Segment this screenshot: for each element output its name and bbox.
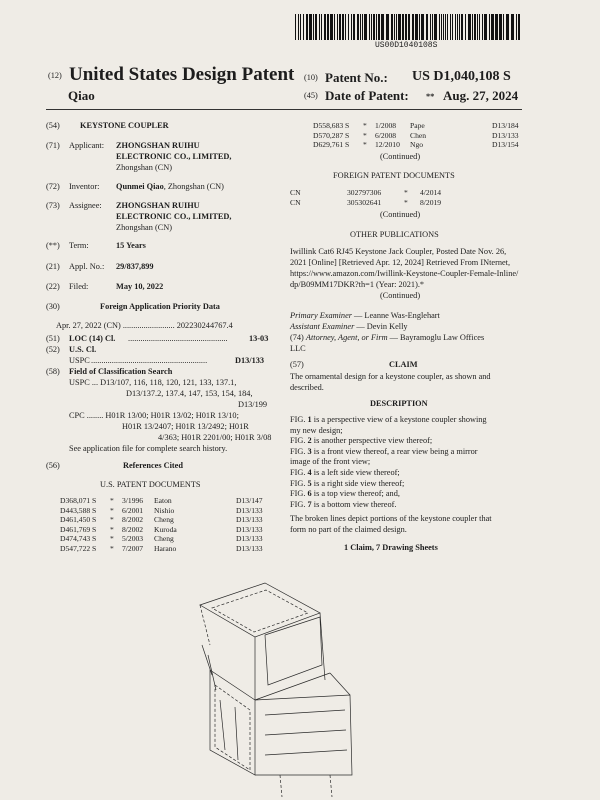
barcode-bar: [482, 14, 483, 40]
refs-code: (56): [46, 461, 60, 470]
barcode-bar: [371, 14, 372, 40]
cpc-line1: CPC ........ H01R 13/00; H01R 13/02; H01R 13/10;: [69, 411, 239, 420]
drawing-bottom-hidden: [280, 775, 332, 797]
reference-cell: *: [110, 496, 114, 505]
barcode-bar: [434, 14, 437, 40]
inventor-entry: [116, 182, 224, 193]
reference-cell: D13/147: [236, 496, 263, 505]
barcode-bar: [495, 14, 498, 40]
reference-cell: 12/2010: [375, 140, 400, 150]
reference-cell: 5/2003: [122, 534, 144, 544]
uscl-code: (52): [46, 345, 60, 354]
reference-cell: D13/133: [236, 515, 263, 525]
figure-description: [290, 436, 487, 447]
loc-code: (51): [46, 334, 60, 343]
reference-cell: D474,743 S: [60, 534, 97, 544]
assignee-line1: ZHONGSHAN RUIHU: [116, 201, 200, 210]
reference-cell: D368,071 S: [60, 496, 97, 505]
fig-number: 5: [307, 478, 312, 488]
reference-cell: D443,588 S: [60, 505, 97, 515]
barcode-bar: [330, 14, 333, 40]
barcode-bar: [405, 14, 407, 40]
reference-cell: Eaton: [154, 496, 172, 505]
barcode-bar: [468, 14, 471, 40]
reference-cell: Chen: [410, 130, 427, 140]
appl-value: 29/837,899: [116, 262, 154, 271]
barcode-bar: [489, 14, 490, 40]
uscl-label: U.S. Cl.: [69, 345, 97, 354]
reference-cell: *: [404, 197, 408, 207]
reference-cell: CN: [290, 188, 301, 197]
barcode-bar: [415, 14, 418, 40]
barcode-bar: [345, 14, 346, 40]
barcode-bar: [327, 14, 329, 40]
reference-cell: D570,287 S: [313, 130, 350, 140]
other-pub-line3: https://www.amazon.com/Iwillink-Keystone-Coupler-Female-Inline/: [290, 269, 519, 278]
reference-cell: 1/2008: [375, 121, 397, 130]
attorney: [290, 333, 484, 344]
continued-3: (Continued): [380, 291, 421, 300]
primary-examiner-name: — Leanne Was-Englehart: [351, 311, 440, 320]
barcode-bar: [378, 14, 380, 40]
barcode-bar: [306, 14, 308, 40]
filed-code: (22): [46, 282, 60, 291]
fig-number: 4: [307, 467, 312, 477]
barcode-bar: [319, 14, 320, 40]
appl-code: (21): [46, 262, 60, 271]
fig-text: is a top view thereof; and,: [311, 489, 400, 499]
reference-cell: *: [404, 188, 408, 197]
barcode-bar: [394, 14, 395, 40]
title-code: (54): [46, 121, 60, 130]
assistant-examiner: [290, 322, 408, 333]
barcode-bar: [408, 14, 410, 40]
reference-cell: 7/2007: [122, 543, 144, 553]
patent-date: Aug. 27, 2024: [443, 88, 519, 103]
barcode-bar: [373, 14, 375, 40]
fig-text: is a left side view thereof;: [311, 467, 400, 477]
drawing-top-face: [200, 583, 320, 637]
claim-line1: The ornamental design for a keystone coupler, as shown and: [290, 372, 491, 381]
barcode-bar: [516, 14, 517, 40]
barcode-bar: [419, 14, 420, 40]
drawing-edge-hidden: [200, 605, 210, 645]
foreign-priority-line: Apr. 27, 2022 (CN) ......................... 202230244767.4: [56, 321, 233, 330]
broken-lines-line1: The broken lines depict portions of the keystone coupler that: [290, 514, 492, 523]
header-rule: [46, 109, 522, 110]
barcode-bar: [441, 14, 442, 40]
assistant-examiner-name: — Devin Kelly: [354, 322, 408, 331]
figure-description: [290, 457, 487, 468]
fig-number: 7: [307, 499, 312, 509]
us-refs-table: [60, 496, 278, 554]
barcode-bar: [386, 14, 389, 40]
barcode-bar: [499, 14, 502, 40]
claim-code: (57): [290, 360, 304, 369]
reference-row: [313, 140, 534, 150]
primary-examiner: [290, 311, 440, 322]
reference-cell: CN: [290, 197, 301, 207]
us-refs-continued-table: [313, 121, 534, 150]
drawing-side-panel: [265, 617, 322, 685]
term-value: 15 Years: [116, 241, 146, 250]
reference-cell: D13/133: [492, 130, 519, 140]
code-45: (45): [304, 91, 318, 100]
reference-cell: D13/133: [236, 534, 263, 544]
reference-row: [60, 525, 278, 535]
barcode-bar: [506, 14, 509, 40]
filed-label: Filed:: [69, 282, 89, 291]
foreign-refs-table: [290, 188, 452, 207]
reference-cell: *: [363, 130, 367, 140]
keystone-coupler-drawing: [180, 575, 400, 800]
reference-cell: D558,683 S: [313, 121, 350, 130]
figure-description: [290, 489, 487, 500]
field-code: (58): [46, 367, 60, 376]
barcode-bar: [503, 14, 504, 40]
fig-text: is a right side view thereof;: [311, 478, 405, 488]
patent-no-label: Patent No.:: [325, 70, 388, 85]
drawing-latch: [202, 645, 216, 690]
barcode-bar: [484, 14, 487, 40]
drawing-edge: [330, 673, 350, 695]
reference-cell: D13/133: [236, 543, 263, 553]
reference-cell: 4/2014: [420, 188, 442, 197]
reference-cell: Cheng: [154, 534, 174, 544]
reference-cell: *: [110, 505, 114, 515]
figure-list: [290, 415, 487, 510]
inventor-location: , Zhongshan (CN): [163, 182, 224, 191]
barcode-bar: [430, 14, 431, 40]
fig-text: is a front view thereof, a rear view being a mirror: [311, 446, 478, 456]
drawing-ribs: [265, 710, 347, 755]
foreign-code: (30): [46, 302, 60, 311]
fig-text: is a bottom view thereof.: [311, 499, 397, 509]
fig-number: 2: [307, 436, 312, 446]
field-line1: USPC ... D13/107, 116, 118, 120, 121, 133, 137.1,: [69, 378, 237, 387]
barcode-bar: [459, 14, 460, 40]
reference-row: [60, 534, 278, 544]
fig-prefix: FIG.: [290, 446, 308, 456]
barcode-bar: [353, 14, 355, 40]
foreign-docs-heading: FOREIGN PATENT DOCUMENTS: [333, 171, 455, 180]
reference-cell: D547,722 S: [60, 543, 97, 553]
patent-number: US D1,040,108 S: [412, 69, 511, 84]
barcode-bar: [450, 14, 451, 40]
loc-value: 13-03: [249, 334, 269, 343]
reference-cell: *: [110, 515, 114, 525]
reference-cell: 305302641: [347, 197, 382, 207]
applicant-line2: ELECTRONIC CO., LIMITED,: [116, 152, 232, 161]
reference-row: [290, 188, 452, 198]
drawing-edge: [255, 673, 330, 700]
barcode-bar: [511, 14, 514, 40]
barcode-bar: [402, 14, 404, 40]
cpc-line3: 4/363; H01R 2201/00; H01R 3/08: [158, 433, 272, 442]
reference-cell: Harano: [154, 543, 177, 553]
barcode-bar: [465, 14, 466, 40]
barcode-bar: [421, 14, 424, 40]
barcode-bar: [337, 14, 338, 40]
primary-examiner-label: Primary Examiner: [290, 311, 352, 320]
claim-line2: described.: [290, 383, 324, 392]
term-label: Term:: [69, 241, 89, 250]
attorney-line2: LLC: [290, 344, 306, 353]
assistant-examiner-label: Assistant Examiner: [290, 322, 355, 331]
continued-1: (Continued): [380, 152, 421, 161]
assignee-line3: Zhongshan (CN): [116, 223, 172, 232]
loc-label: LOC (14) Cl.: [69, 334, 116, 343]
field-line2: D13/137.2, 137.4, 147, 153, 154, 184,: [126, 389, 253, 398]
fig-number: 3: [307, 446, 312, 456]
barcode-bar: [303, 14, 304, 40]
us-docs-heading: U.S. PATENT DOCUMENTS: [100, 480, 201, 489]
attorney-label: Attorney, Agent, or Firm: [305, 333, 388, 342]
barcode-bar: [452, 14, 453, 40]
reference-row: [60, 515, 278, 525]
code-12: (12): [48, 71, 62, 80]
applicant-code: (71): [46, 141, 60, 150]
inventor-code: (72): [46, 182, 60, 191]
continued-2: (Continued): [380, 210, 421, 219]
barcode-bar: [339, 14, 341, 40]
barcode-bar: [324, 14, 326, 40]
reference-cell: 8/2002: [122, 515, 144, 525]
field-heading: Field of Classification Search: [69, 367, 173, 376]
reference-cell: *: [363, 140, 367, 150]
reference-cell: D13/154: [492, 140, 519, 150]
figure-description: [290, 415, 487, 426]
barcode-bar: [461, 14, 463, 40]
broken-lines-line2: form no part of the claimed design.: [290, 525, 407, 534]
reference-cell: D629,761 S: [313, 140, 350, 150]
reference-row: [313, 121, 534, 131]
barcode-bar: [313, 14, 314, 40]
figure-description: [290, 500, 487, 511]
barcode-bar: [376, 14, 377, 40]
drawing-clip: [220, 700, 238, 760]
reference-cell: Cheng: [154, 515, 174, 525]
applicant-line3: Zhongshan (CN): [116, 163, 172, 172]
other-pub-line4: dp/B09MM17DKR?th=1 (Year: 2021).*: [290, 280, 425, 289]
uspc-value: D13/133: [235, 356, 265, 365]
barcode-bar: [315, 14, 317, 40]
reference-cell: *: [363, 121, 367, 130]
fig-text: my new design;: [290, 425, 343, 435]
barcode-bar: [300, 14, 301, 40]
other-pub-line2: 2021 [Online] [Retrieved Apr. 12, 2024] Retrieved From INternet,: [290, 258, 511, 267]
drawing-port-outline: [215, 685, 250, 770]
fig-prefix: FIG.: [290, 415, 308, 424]
reference-row: [60, 506, 278, 516]
reference-row: [313, 131, 534, 141]
reference-cell: *: [110, 534, 114, 544]
figure-description: [290, 426, 487, 437]
other-pubs-heading: OTHER PUBLICATIONS: [350, 230, 439, 239]
barcode: [295, 14, 521, 40]
barcode-bar: [298, 14, 299, 40]
reference-cell: D13/184: [492, 121, 519, 130]
barcode-bar: [491, 14, 494, 40]
reference-cell: D13/133: [236, 505, 263, 515]
attorney-name: — Bayramoglu Law Offices: [387, 333, 485, 342]
loc-dots: ................................................: [128, 334, 228, 343]
figure-description: [290, 479, 487, 490]
fig-prefix: FIG.: [290, 436, 308, 446]
term-code: (**): [46, 241, 60, 250]
fig-prefix: FIG.: [290, 467, 308, 477]
foreign-heading: Foreign Application Priority Data: [100, 302, 220, 311]
invention-title: KEYSTONE COUPLER: [80, 121, 169, 130]
reference-cell: D461,450 S: [60, 515, 97, 525]
barcode-bar: [398, 14, 401, 40]
date-mark: **: [426, 92, 435, 101]
barcode-bar: [295, 14, 296, 40]
barcode-bar: [479, 14, 480, 40]
description-heading: DESCRIPTION: [370, 399, 428, 408]
reference-cell: Nishio: [154, 505, 175, 515]
barcode-bar: [518, 14, 520, 40]
cpc-line2: H01R 13/2407; H01R 13/2492; H01R: [122, 422, 249, 431]
claim-heading: CLAIM: [389, 360, 418, 369]
barcode-bar: [477, 14, 478, 40]
reference-cell: *: [110, 543, 114, 553]
fig-text: is another perspective view thereof;: [311, 436, 433, 446]
inventor-label: Inventor:: [69, 182, 100, 191]
barcode-bar: [439, 14, 440, 40]
fig-prefix: FIG.: [290, 478, 308, 488]
barcode-bar: [321, 14, 322, 40]
barcode-bar: [472, 14, 473, 40]
code-10: (10): [304, 73, 318, 82]
other-pub-line1: Iwillink Cat6 RJ45 Keystone Jack Coupler, Posted Date Nov. 26,: [290, 247, 507, 256]
barcode-bar: [342, 14, 344, 40]
barcode-bar: [364, 14, 367, 40]
barcode-bars: [295, 14, 521, 40]
barcode-bar: [360, 14, 361, 40]
applicant-line1: ZHONGSHAN RUIHU: [116, 141, 200, 150]
refs-heading: References Cited: [123, 461, 183, 470]
barcode-bar: [447, 14, 448, 40]
drawing-front-face: [210, 670, 255, 775]
reference-cell: 3/1996: [122, 496, 144, 505]
inventor-short: Qiao: [68, 88, 95, 103]
assignee-code: (73): [46, 201, 60, 210]
barcode-bar: [432, 14, 433, 40]
drawing-edge: [320, 613, 325, 680]
figure-description: [290, 468, 487, 479]
reference-cell: 6/2008: [375, 130, 397, 140]
barcode-bar: [381, 14, 384, 40]
field-line3: D13/199: [238, 400, 268, 409]
barcode-bar: [426, 14, 428, 40]
barcode-bar: [309, 14, 312, 40]
uspc-dots: ........................................................: [91, 356, 208, 365]
fig-text: is a perspective view of a keystone coupler showing: [311, 415, 487, 424]
inventor-name: Qunmei Qiao: [116, 182, 164, 191]
fig-number: 1: [307, 415, 312, 424]
figure-description: [290, 447, 487, 458]
barcode-bar: [455, 14, 456, 40]
barcode-bar: [362, 14, 363, 40]
barcode-bar: [396, 14, 397, 40]
reference-cell: 8/2019: [420, 197, 442, 207]
attorney-code: (74): [290, 333, 304, 342]
reference-cell: D461,769 S: [60, 524, 97, 534]
assignee-line2: ELECTRONIC CO., LIMITED,: [116, 212, 232, 221]
barcode-bar: [443, 14, 444, 40]
assignee-label: Assignee:: [69, 201, 102, 210]
reference-cell: D13/133: [236, 524, 263, 534]
reference-cell: *: [110, 524, 114, 534]
see-application: See application file for complete search history.: [69, 444, 228, 453]
reference-cell: 6/2001: [122, 505, 144, 515]
barcode-bar: [412, 14, 414, 40]
barcode-text: US00D1040108S: [375, 41, 438, 50]
fig-text: image of the front view;: [290, 457, 371, 467]
reference-row: [60, 496, 278, 506]
reference-cell: Pape: [410, 121, 425, 130]
applicant-label: Applicant:: [69, 141, 105, 150]
filed-value: May 10, 2022: [116, 282, 164, 291]
fig-prefix: FIG.: [290, 499, 308, 509]
barcode-bar: [391, 14, 393, 40]
barcode-bar: [474, 14, 476, 40]
appl-label: Appl. No.:: [69, 262, 105, 271]
barcode-bar: [357, 14, 359, 40]
date-label: Date of Patent:: [325, 88, 409, 103]
reference-cell: 302797306: [347, 188, 382, 197]
document-title: United States Design Patent: [69, 64, 295, 85]
barcode-bar: [457, 14, 458, 40]
barcode-bar: [369, 14, 370, 40]
barcode-bar: [348, 14, 349, 40]
reference-cell: Kuroda: [154, 524, 177, 534]
reference-cell: 8/2002: [122, 524, 144, 534]
barcode-bar: [334, 14, 335, 40]
claims-sheets-summary: 1 Claim, 7 Drawing Sheets: [344, 543, 438, 552]
uspc-label: USPC: [69, 356, 90, 365]
reference-row: [290, 198, 452, 208]
fig-prefix: FIG.: [290, 489, 308, 499]
barcode-bar: [351, 14, 352, 40]
reference-row: [60, 544, 278, 554]
fig-number: 6: [307, 489, 312, 499]
reference-cell: Ngo: [410, 140, 424, 150]
barcode-bar: [445, 14, 446, 40]
